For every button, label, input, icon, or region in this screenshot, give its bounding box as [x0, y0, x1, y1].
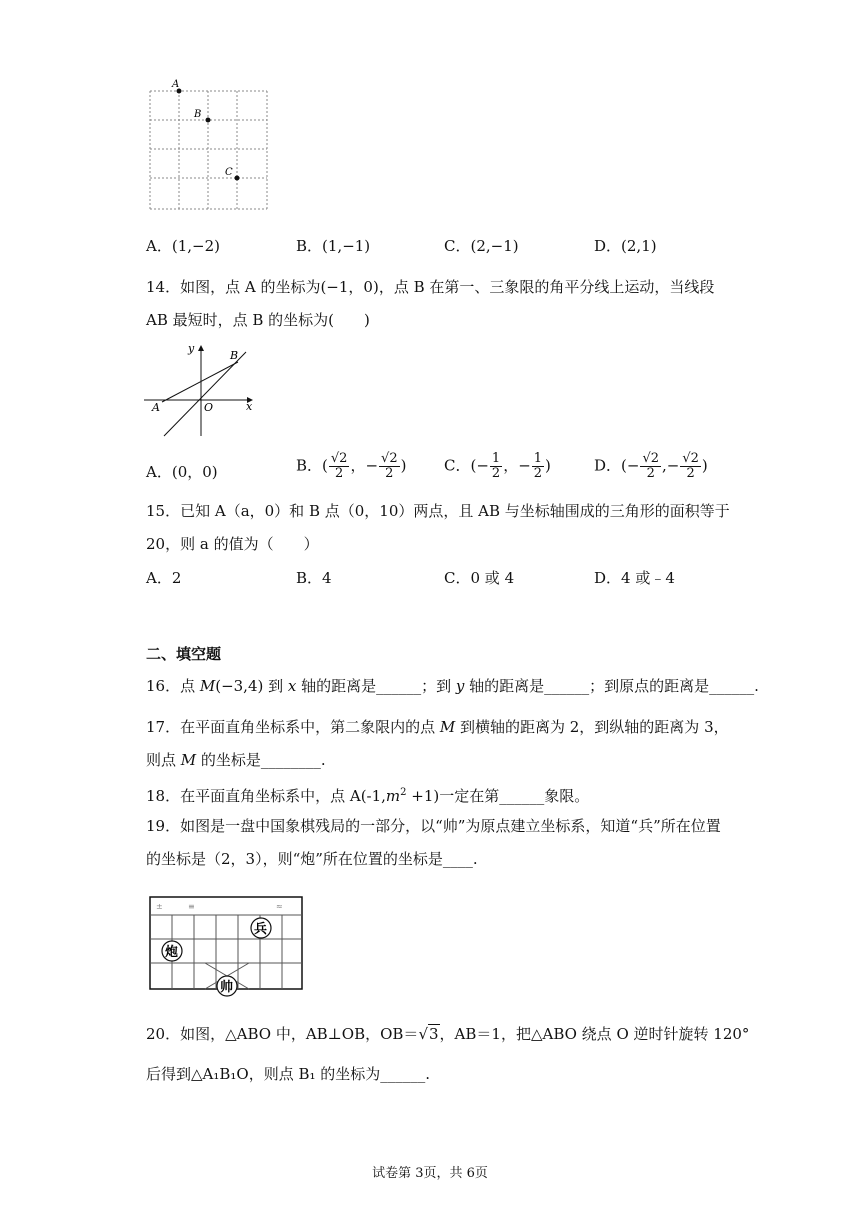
- q14-axes-figure: [140, 340, 265, 440]
- q15-text-line1: 15．已知 A（a，0）和 B 点（0，10）两点，且 AB 与坐标轴围成的三角形的面积等于: [146, 502, 730, 520]
- board-glyph: ±: [156, 902, 163, 911]
- option-letter: A．: [146, 237, 172, 255]
- chess-board-figure: [144, 893, 309, 997]
- q15-option-b[interactable]: [296, 568, 332, 588]
- option-value: (1,−1): [322, 237, 371, 255]
- q20-part: 20．如图，△ABO 中，AB⊥OB，OB＝: [146, 1025, 419, 1043]
- q15-option-a[interactable]: [146, 568, 181, 588]
- piece-bing-label: 兵: [254, 922, 268, 937]
- denominator: 2: [491, 466, 501, 481]
- label-b: B: [194, 109, 202, 120]
- piece-shuai-label: 帅: [220, 980, 234, 995]
- option-value: 4 或﹣4: [621, 569, 675, 587]
- numerator: 1: [491, 451, 501, 466]
- option-value: 4: [322, 569, 332, 587]
- piece-bing[interactable]: [251, 918, 271, 938]
- q20-text-line1: 20．如图，△ABO 中，AB⊥OB，OB＝√3，AB＝1，把△ABO 绕点 O 逆时针旋转 120°: [146, 1025, 750, 1043]
- option-letter: D．: [594, 569, 622, 587]
- q17-text-line1: [146, 717, 729, 737]
- point-c: [235, 176, 240, 181]
- board-glyph: ≈: [276, 902, 283, 911]
- numerator: √2: [330, 451, 348, 466]
- close-paren: ): [701, 456, 708, 475]
- q16-part: 16．点: [146, 677, 200, 695]
- label-y: y: [188, 342, 195, 355]
- q19-text-line1: 19．如图是一盘中国象棋残局的一部分，以“帅”为原点建立坐标系，知道“兵”所在位置: [146, 817, 721, 835]
- q13-option-b[interactable]: [296, 236, 370, 256]
- q17-part: 到横轴的距离为 2，到纵轴的距离为 3，: [455, 718, 729, 736]
- q17-part: 则点: [146, 751, 181, 769]
- q17-text-line2: [146, 750, 326, 770]
- q15-option-c[interactable]: [444, 568, 514, 588]
- q14-text-line1: 14．如图，点 A 的坐标为(−1，0)，点 B 在第一、三象限的角平分线上运动，当线段: [146, 278, 715, 296]
- option-letter: A．: [146, 463, 172, 481]
- q13-option-c[interactable]: [444, 236, 519, 256]
- label-o: O: [204, 401, 214, 414]
- option-letter: C．: [444, 237, 471, 255]
- option-letter: D．: [594, 237, 622, 255]
- close-paren: ): [400, 456, 407, 475]
- var-x: x: [287, 677, 297, 695]
- option-letter: C．: [444, 569, 471, 587]
- q15-text-line2: 20，则 a 的值为（ ）: [146, 535, 319, 553]
- denominator: 2: [686, 466, 695, 481]
- q14-option-d[interactable]: [594, 452, 708, 481]
- fraction: [379, 452, 400, 481]
- label-a: A: [172, 79, 180, 90]
- q18-part: +1)一定在第______象限。: [406, 787, 590, 805]
- label-x: x: [246, 400, 253, 413]
- radicand: 3: [429, 1025, 439, 1043]
- open-paren: (−: [621, 456, 640, 475]
- numerator: √2: [682, 451, 699, 466]
- exponent: 2: [400, 787, 407, 798]
- fraction: [680, 452, 701, 481]
- var-m: m: [385, 787, 401, 805]
- q18-part: 18．在平面直角坐标系中，点 A(-1,: [146, 787, 386, 805]
- q13-option-a[interactable]: [146, 236, 220, 256]
- q17-part: 17．在平面直角坐标系中，第二象限内的点: [146, 718, 440, 736]
- board-glyph: ≡: [188, 902, 195, 911]
- q15-option-d[interactable]: [594, 568, 675, 588]
- open-paren: (: [322, 456, 328, 475]
- var-m: M: [199, 677, 216, 695]
- q18-text: [146, 783, 589, 806]
- denominator: 2: [385, 466, 394, 481]
- q16-part: 轴的距离是______；到原点的距离是______.: [464, 677, 759, 695]
- option-letter: D．: [594, 456, 622, 475]
- label-c: C: [225, 167, 233, 178]
- option-value: (2,−1): [470, 237, 519, 255]
- piece-shuai[interactable]: [217, 976, 237, 996]
- var-m: M: [180, 751, 197, 769]
- separator: ,−: [662, 456, 680, 475]
- denominator: 2: [335, 466, 344, 481]
- option-letter: B．: [296, 456, 323, 475]
- numerator: √2: [381, 451, 398, 466]
- var-y: y: [455, 677, 465, 695]
- q16-part: 到: [263, 677, 288, 695]
- q16-text: [146, 676, 759, 696]
- q14-option-b[interactable]: [296, 452, 406, 481]
- q16-part: 轴的距离是______；到: [296, 677, 456, 695]
- q13-grid-figure: [140, 76, 275, 216]
- option-letter: B．: [296, 237, 323, 255]
- option-letter: C．: [444, 456, 471, 475]
- label-a: A: [152, 401, 160, 414]
- numerator: √2: [642, 451, 660, 466]
- option-value: 0 或 4: [470, 569, 515, 587]
- option-letter: A．: [146, 569, 172, 587]
- point-b: [206, 118, 211, 123]
- close-paren: ): [545, 456, 551, 475]
- separator: ，−: [503, 456, 531, 475]
- piece-pao[interactable]: [162, 941, 182, 961]
- fraction: [329, 452, 350, 481]
- open-paren: (−: [470, 456, 489, 475]
- q14-text-line2: AB 最短时，点 B 的坐标为( ): [146, 311, 370, 329]
- denominator: 2: [646, 466, 655, 481]
- piece-pao-label: 炮: [165, 945, 179, 960]
- option-letter: B．: [296, 569, 323, 587]
- fraction: [532, 452, 544, 481]
- q20-part: ，AB＝1，把△ABO 绕点 O 逆时针旋转 120°: [439, 1025, 750, 1043]
- q14-option-c[interactable]: [444, 452, 551, 481]
- q17-part: 的坐标是________.: [196, 751, 326, 769]
- option-value: 2: [171, 569, 182, 587]
- fraction: [640, 452, 661, 481]
- q14-option-a[interactable]: [146, 462, 218, 482]
- fraction: [490, 452, 502, 481]
- var-m: M: [439, 718, 456, 736]
- q19-text-line2: 的坐标是（2，3），则“炮”所在位置的坐标是____.: [146, 850, 478, 868]
- separator: ，−: [350, 456, 379, 475]
- page-footer: 试卷第 3页，共 6页: [372, 1166, 488, 1181]
- point-coord: (−3,4): [215, 677, 264, 695]
- section-heading-fill-in: 二、填空题: [146, 646, 222, 663]
- denominator: 2: [533, 466, 543, 481]
- option-value: (2,1): [621, 237, 657, 255]
- numerator: 1: [533, 451, 543, 466]
- q20-text-line2: 后得到△A₁B₁O，则点 B₁ 的坐标为______.: [146, 1065, 431, 1083]
- segment-ab: [162, 362, 238, 402]
- option-value: (1,−2): [171, 237, 220, 255]
- option-value: (0，0): [171, 463, 218, 481]
- label-b: B: [230, 349, 239, 362]
- q13-option-d[interactable]: [594, 236, 657, 256]
